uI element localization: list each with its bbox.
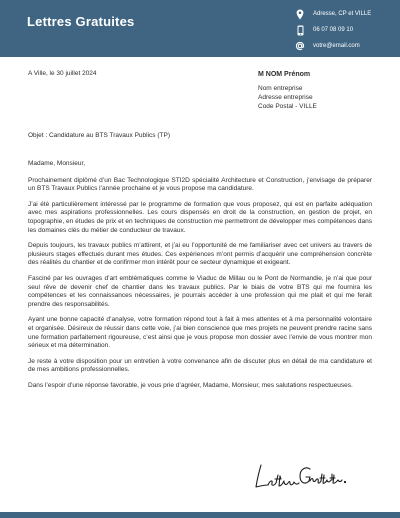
paragraph-2: J’ai été particulièrement intéressé par le programme de formation que vous proposez, qui est en parfaite adéquation avec mes aspirations professionnelles. Les cours dispensés en droit de la construction, en gestion de projet, en topographie, en études de prix et en techniques de construction me permettront de développer mes compétences dans les domaines clés du métier de conducteur de travaux. [28, 200, 372, 234]
header-banner [0, 0, 400, 57]
address-text: Adresse, CP et VILLE [313, 11, 372, 17]
paragraph-6: Je reste à votre disposition pour un entretien à votre convenance afin de discuter plus en détail de ma candidature et de mes ambitions professionnelles. [28, 357, 372, 374]
letter-body [28, 160, 372, 397]
at-sign-icon [294, 40, 306, 52]
recipient-name: M NOM Prénom [258, 71, 311, 78]
contact-block [294, 6, 371, 54]
paragraph-5: Ayant une bonne capacité d’analyse, votre formation répond tout à fait à mes attentes et à ma personnalité volontaire et organisée. Désireux de réussir dans cette voie, j’ai bien conscience que mes projets ne peuvent prendre racine sans une formation parfaitement rigoureuse, c’est ainsi que je vous propose mon dossier avec l’envie de vous montrer mon sérieux et ma détermination. [28, 316, 372, 350]
date-line: A Ville, le 30 juillet 2024 [28, 70, 97, 77]
paragraph-4: Fasciné par les ouvrages d’art emblématiques comme le Viaduc de Millau ou le Pont de Normandie, je n’ai que pour seul rêve de devenir chef de chantier dans les travaux publics. Par le biais de votre BTS qui me fournira les compétences et les connaissances nécessaires, je pourrais accéder à une profession qui me plait et qui me ferait prendre des responsabilités. [28, 274, 372, 308]
phone-icon [294, 24, 306, 36]
recipient-block [258, 70, 317, 111]
footer-bar [0, 512, 400, 518]
phone-text: 06 07 08 09 10 [313, 27, 354, 33]
paragraph-3: Depuis toujours, les travaux publics m’attirent, et j’ai eu l’opportunité de me familiariser avec cet univers au travers de plusieurs stages effectués durant mes études. Ces expériences m’ont permis d’acquérir une compréhension concrète des réalités du chantier et de confirmer mon intérêt pour ce secteur dynamique et exigeant. [28, 242, 372, 267]
recipient-postal: Code Postal - VILLE [258, 103, 317, 110]
recipient-address: Adresse entreprise [258, 94, 313, 101]
paragraph-7: Dans l’espoir d’une réponse favorable, je vous prie d’agréer, Madame, Monsieur, mes salutations respectueuses. [28, 381, 353, 389]
contact-phone [294, 22, 371, 38]
handwritten-signature [252, 460, 348, 494]
recipient-company: Nom entreprise [258, 85, 303, 92]
subject-line: Objet : Candidature au BTS Travaux Publics (TP) [28, 132, 170, 139]
contact-address [294, 6, 371, 22]
greeting: Madame, Monsieur, [28, 160, 86, 167]
contact-email [294, 38, 371, 54]
paragraph-1: Prochainement diplômé d’un Bac Technologique STI2D spécialité Architecture et Construction, j’envisage de préparer un BTS Travaux Publics l’année prochaine et je vous propose ma candidature. [28, 176, 372, 193]
brand-name: Lettres Gratuites [27, 14, 135, 29]
location-pin-icon [294, 8, 306, 20]
email-text: votre@email.com [313, 43, 360, 49]
